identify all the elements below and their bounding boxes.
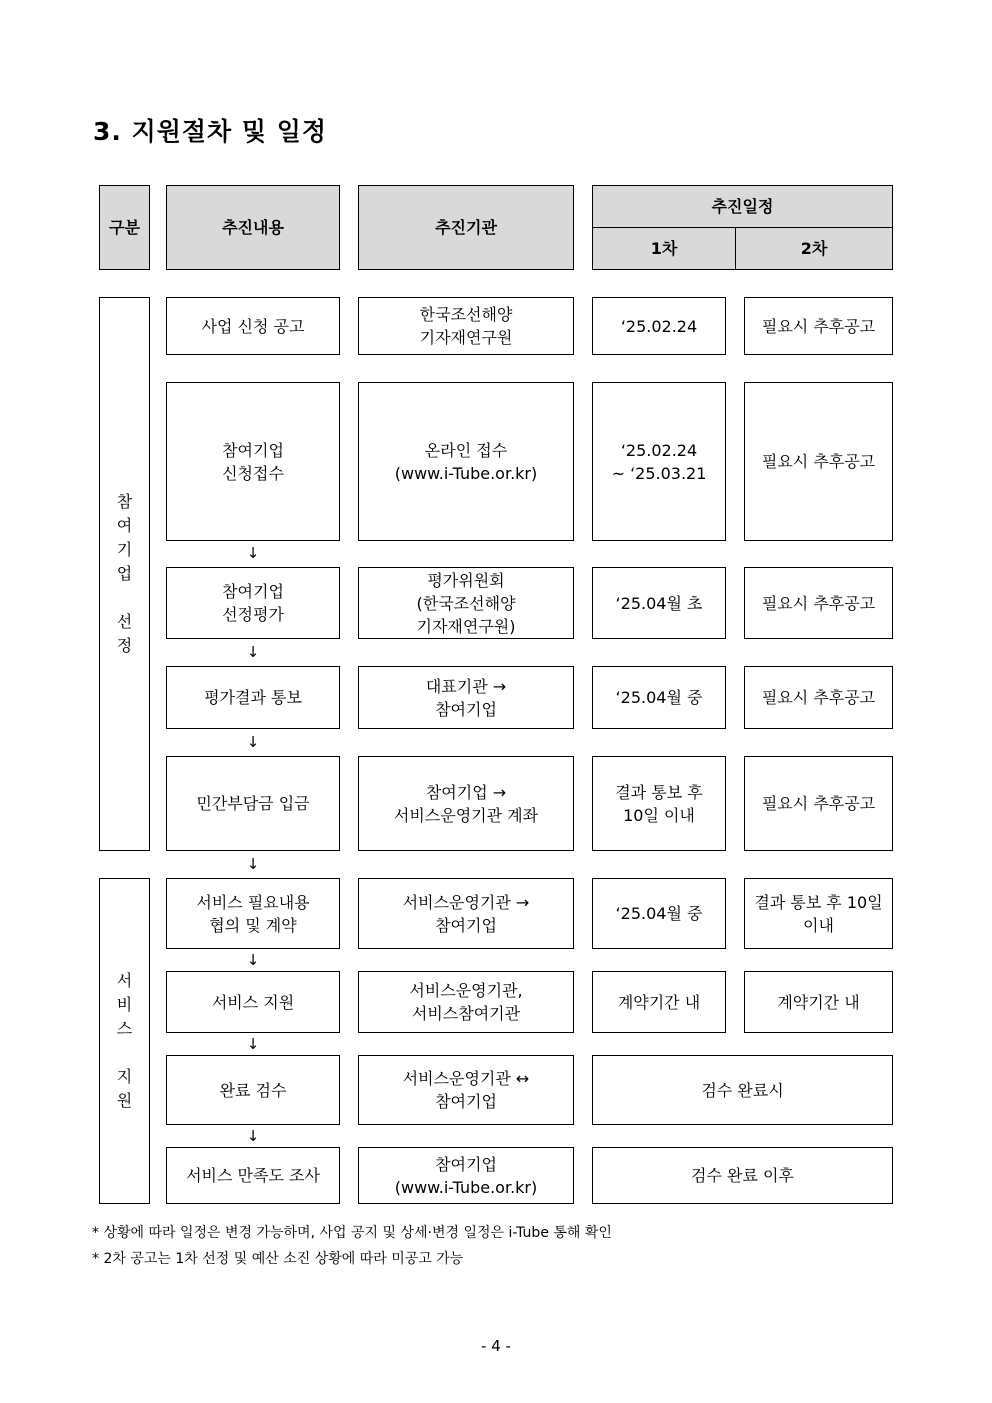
row-agency: 서비스운영기관 → 참여기업 xyxy=(358,878,574,949)
footnote: * 2차 공고는 1차 선정 및 예산 소진 상황에 따라 미공고 가능 xyxy=(92,1251,464,1267)
row-agency: 참여기업 (www.i-Tube.or.kr) xyxy=(358,1147,574,1204)
header-category: 구분 xyxy=(99,185,150,270)
header-agency: 추진기관 xyxy=(358,185,574,270)
flow-arrow: ↓ xyxy=(246,951,260,969)
row-second-schedule: 필요시 추후공고 xyxy=(744,666,893,729)
row-merged-schedule: 검수 완료시 xyxy=(592,1055,893,1125)
row-content: 사업 신청 공고 xyxy=(166,297,340,355)
row-content: 평가결과 통보 xyxy=(166,666,340,729)
row-first-schedule: ‘25.04월 중 xyxy=(592,666,726,729)
row-agency: 한국조선해양 기자재연구원 xyxy=(358,297,574,355)
group-support: 서 비 스 지 원 xyxy=(99,878,150,1204)
flow-arrow: ↓ xyxy=(246,544,260,562)
row-first-schedule: ‘25.02.24 ~ ‘25.03.21 xyxy=(592,382,726,541)
row-first-schedule: ‘25.02.24 xyxy=(592,297,726,355)
row-agency: 평가위원회 (한국조선해양 기자재연구원) xyxy=(358,567,574,639)
section-title: 3. 지원절차 및 일정 xyxy=(93,117,328,146)
group-selection: 참 여 기 업 선 정 xyxy=(99,297,150,851)
row-content: 서비스 필요내용 협의 및 계약 xyxy=(166,878,340,949)
header-content: 추진내용 xyxy=(166,185,340,270)
row-agency: 대표기관 → 참여기업 xyxy=(358,666,574,729)
header-schedule: 추진일정 xyxy=(592,185,893,228)
row-merged-schedule: 검수 완료 이후 xyxy=(592,1147,893,1204)
row-agency: 서비스운영기관 ↔ 참여기업 xyxy=(358,1055,574,1125)
flow-arrow: ↓ xyxy=(246,1035,260,1053)
row-second-schedule: 필요시 추후공고 xyxy=(744,567,893,639)
row-second-schedule: 필요시 추후공고 xyxy=(744,297,893,355)
row-content: 서비스 만족도 조사 xyxy=(166,1147,340,1204)
flow-arrow: ↓ xyxy=(246,643,260,661)
flow-arrow: ↓ xyxy=(246,855,260,873)
row-second-schedule: 결과 통보 후 10일 이내 xyxy=(744,878,893,949)
row-first-schedule: 계약기간 내 xyxy=(592,971,726,1033)
row-first-schedule: ‘25.04월 중 xyxy=(592,878,726,949)
header-first: 1차 xyxy=(592,227,736,270)
row-content: 완료 검수 xyxy=(166,1055,340,1125)
row-agency: 서비스운영기관, 서비스참여기관 xyxy=(358,971,574,1033)
row-first-schedule: 결과 통보 후 10일 이내 xyxy=(592,756,726,851)
row-agency: 참여기업 → 서비스운영기관 계좌 xyxy=(358,756,574,851)
row-content: 참여기업 선정평가 xyxy=(166,567,340,639)
row-second-schedule: 계약기간 내 xyxy=(744,971,893,1033)
flow-arrow: ↓ xyxy=(246,733,260,751)
flow-arrow: ↓ xyxy=(246,1127,260,1145)
footnote: * 상황에 따라 일정은 변경 가능하며, 사업 공지 및 상세·변경 일정은 i-Tube 통해 확인 xyxy=(92,1225,612,1241)
row-agency: 온라인 접수 (www.i-Tube.or.kr) xyxy=(358,382,574,541)
row-content: 서비스 지원 xyxy=(166,971,340,1033)
row-first-schedule: ‘25.04월 초 xyxy=(592,567,726,639)
header-second: 2차 xyxy=(735,227,893,270)
row-content: 참여기업 신청접수 xyxy=(166,382,340,541)
row-second-schedule: 필요시 추후공고 xyxy=(744,382,893,541)
page-number: - 4 - xyxy=(481,1337,511,1355)
row-second-schedule: 필요시 추후공고 xyxy=(744,756,893,851)
row-content: 민간부담금 입금 xyxy=(166,756,340,851)
